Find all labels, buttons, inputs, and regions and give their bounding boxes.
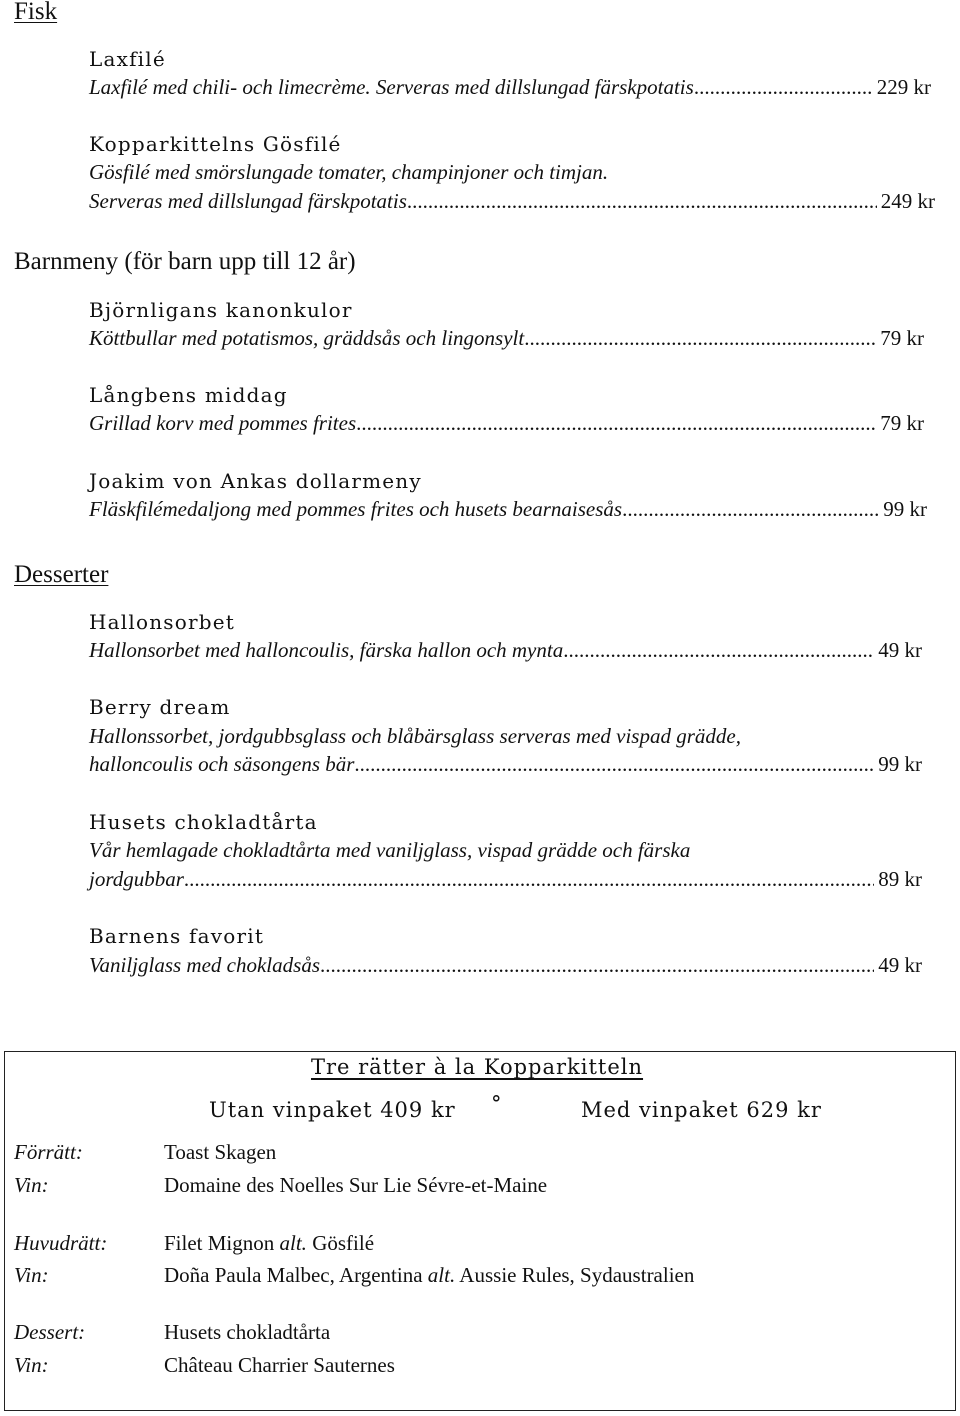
menu-item-name: Barnens favorit bbox=[89, 924, 265, 948]
dot-leader bbox=[320, 953, 874, 977]
course-label-forratt: Förrätt: bbox=[14, 1140, 83, 1164]
menu-item-price: 229 kr bbox=[876, 75, 931, 99]
dish-option-a: Filet Mignon bbox=[164, 1231, 280, 1255]
menu-item-description-price bbox=[89, 189, 935, 213]
dot-leader bbox=[356, 411, 876, 435]
section-heading-fisk: Fisk bbox=[14, 0, 58, 25]
dot-leader bbox=[407, 189, 877, 213]
menu-item-description: Köttbullar med potatismos, gräddsås och lingonsylt bbox=[89, 326, 525, 350]
price-separator: ° bbox=[491, 1092, 503, 1116]
section-heading-barnmeny: Barnmeny (för barn upp till 12 år) bbox=[14, 248, 356, 275]
menu-item-description-price bbox=[89, 953, 922, 977]
wine-label-dessert: Vin: bbox=[14, 1353, 49, 1377]
menu-item-name: Kopparkittelns Gösfilé bbox=[89, 132, 342, 156]
menu-item-price: 49 kr bbox=[878, 638, 922, 662]
set-menu-title: Tre rätter à la Kopparkitteln bbox=[311, 1055, 644, 1079]
price-with-wine: Med vinpaket 629 kr bbox=[581, 1098, 822, 1122]
dot-leader bbox=[694, 75, 873, 99]
menu-item-name: Laxfilé bbox=[89, 47, 166, 71]
menu-item-price: 79 kr bbox=[880, 326, 924, 350]
menu-item-description: Serveras med dillslungad färskpotatis bbox=[89, 189, 407, 213]
menu-item-price: 89 kr bbox=[878, 867, 922, 891]
wine-dessert: Château Charrier Sauternes bbox=[164, 1353, 395, 1377]
menu-item-description: Vaniljglass med chokladsås bbox=[89, 953, 320, 977]
dot-leader bbox=[563, 638, 874, 662]
menu-item-description-price bbox=[89, 867, 922, 891]
section-heading-desserter: Desserter bbox=[14, 561, 109, 588]
menu-item-name: Joakim von Ankas dollarmeny bbox=[89, 469, 422, 493]
course-label-dessert: Dessert: bbox=[14, 1320, 86, 1344]
menu-item-description: Laxfilé med chili- och limecrème. Serveras med dillslungad färskpotatis bbox=[89, 75, 694, 99]
menu-item-price: 79 kr bbox=[880, 411, 924, 435]
course-dish-dessert: Husets chokladtårta bbox=[164, 1320, 331, 1344]
menu-item-price: 99 kr bbox=[878, 752, 922, 776]
course-dish-forratt: Toast Skagen bbox=[164, 1140, 277, 1164]
dot-leader bbox=[184, 867, 874, 891]
menu-item-description: jordgubbar bbox=[89, 867, 184, 891]
menu-item-price: 249 kr bbox=[880, 189, 935, 213]
course-label-huvudratt: Huvudrätt: bbox=[14, 1231, 108, 1255]
menu-item-description: Hallonssorbet, jordgubbsglass och blåbärsglass serveras med vispad grädde, bbox=[89, 724, 741, 748]
dot-leader bbox=[622, 497, 879, 521]
menu-item-name: Berry dream bbox=[89, 695, 231, 719]
menu-item-description-price bbox=[89, 411, 924, 435]
menu-item-description-price bbox=[89, 326, 924, 350]
menu-item-price: 99 kr bbox=[883, 497, 927, 521]
menu-item-description: Hallonsorbet med halloncoulis, färska hallon och mynta bbox=[89, 638, 564, 662]
price-without-wine: Utan vinpaket 409 kr bbox=[209, 1098, 456, 1122]
menu-item-description-price bbox=[89, 75, 931, 99]
menu-item-price: 49 kr bbox=[878, 953, 922, 977]
wine-label-forratt: Vin: bbox=[14, 1173, 49, 1197]
menu-item-description-price bbox=[89, 638, 922, 662]
menu-item-name: Hallonsorbet bbox=[89, 610, 236, 634]
dish-option-b: Gösfilé bbox=[306, 1231, 375, 1255]
alt-word: alt. bbox=[427, 1263, 456, 1287]
wine-option-b: Aussie Rules, Sydaustralien bbox=[455, 1263, 695, 1287]
menu-item-description-price bbox=[89, 752, 922, 776]
course-dish-huvudratt bbox=[164, 1231, 374, 1256]
menu-item-description: Gösfilé med smörslungade tomater, champinjoner och timjan. bbox=[89, 160, 609, 184]
wine-label-huvudratt: Vin: bbox=[14, 1263, 49, 1287]
dot-leader bbox=[524, 326, 876, 350]
menu-item-description: Grillad korv med pommes frites bbox=[89, 411, 357, 435]
dot-leader bbox=[354, 752, 874, 776]
menu-item-description: halloncoulis och säsongens bär bbox=[89, 752, 355, 776]
menu-item-name: Björnligans kanonkulor bbox=[89, 298, 353, 322]
menu-item-description-price bbox=[89, 497, 927, 521]
menu-item-description: Vår hemlagade chokladtårta med vaniljglass, vispad grädde och färska bbox=[89, 838, 691, 862]
wine-option-a: Doña Paula Malbec, Argentina bbox=[164, 1263, 428, 1287]
menu-item-name: Husets chokladtårta bbox=[89, 810, 318, 834]
menu-item-description: Fläskfilémedaljong med pommes frites och husets bearnaisesås bbox=[89, 497, 623, 521]
wine-forratt: Domaine des Noelles Sur Lie Sévre-et-Maine bbox=[164, 1173, 548, 1197]
wine-huvudratt bbox=[164, 1263, 694, 1288]
menu-item-name: Långbens middag bbox=[89, 383, 288, 407]
alt-word: alt. bbox=[279, 1231, 307, 1255]
